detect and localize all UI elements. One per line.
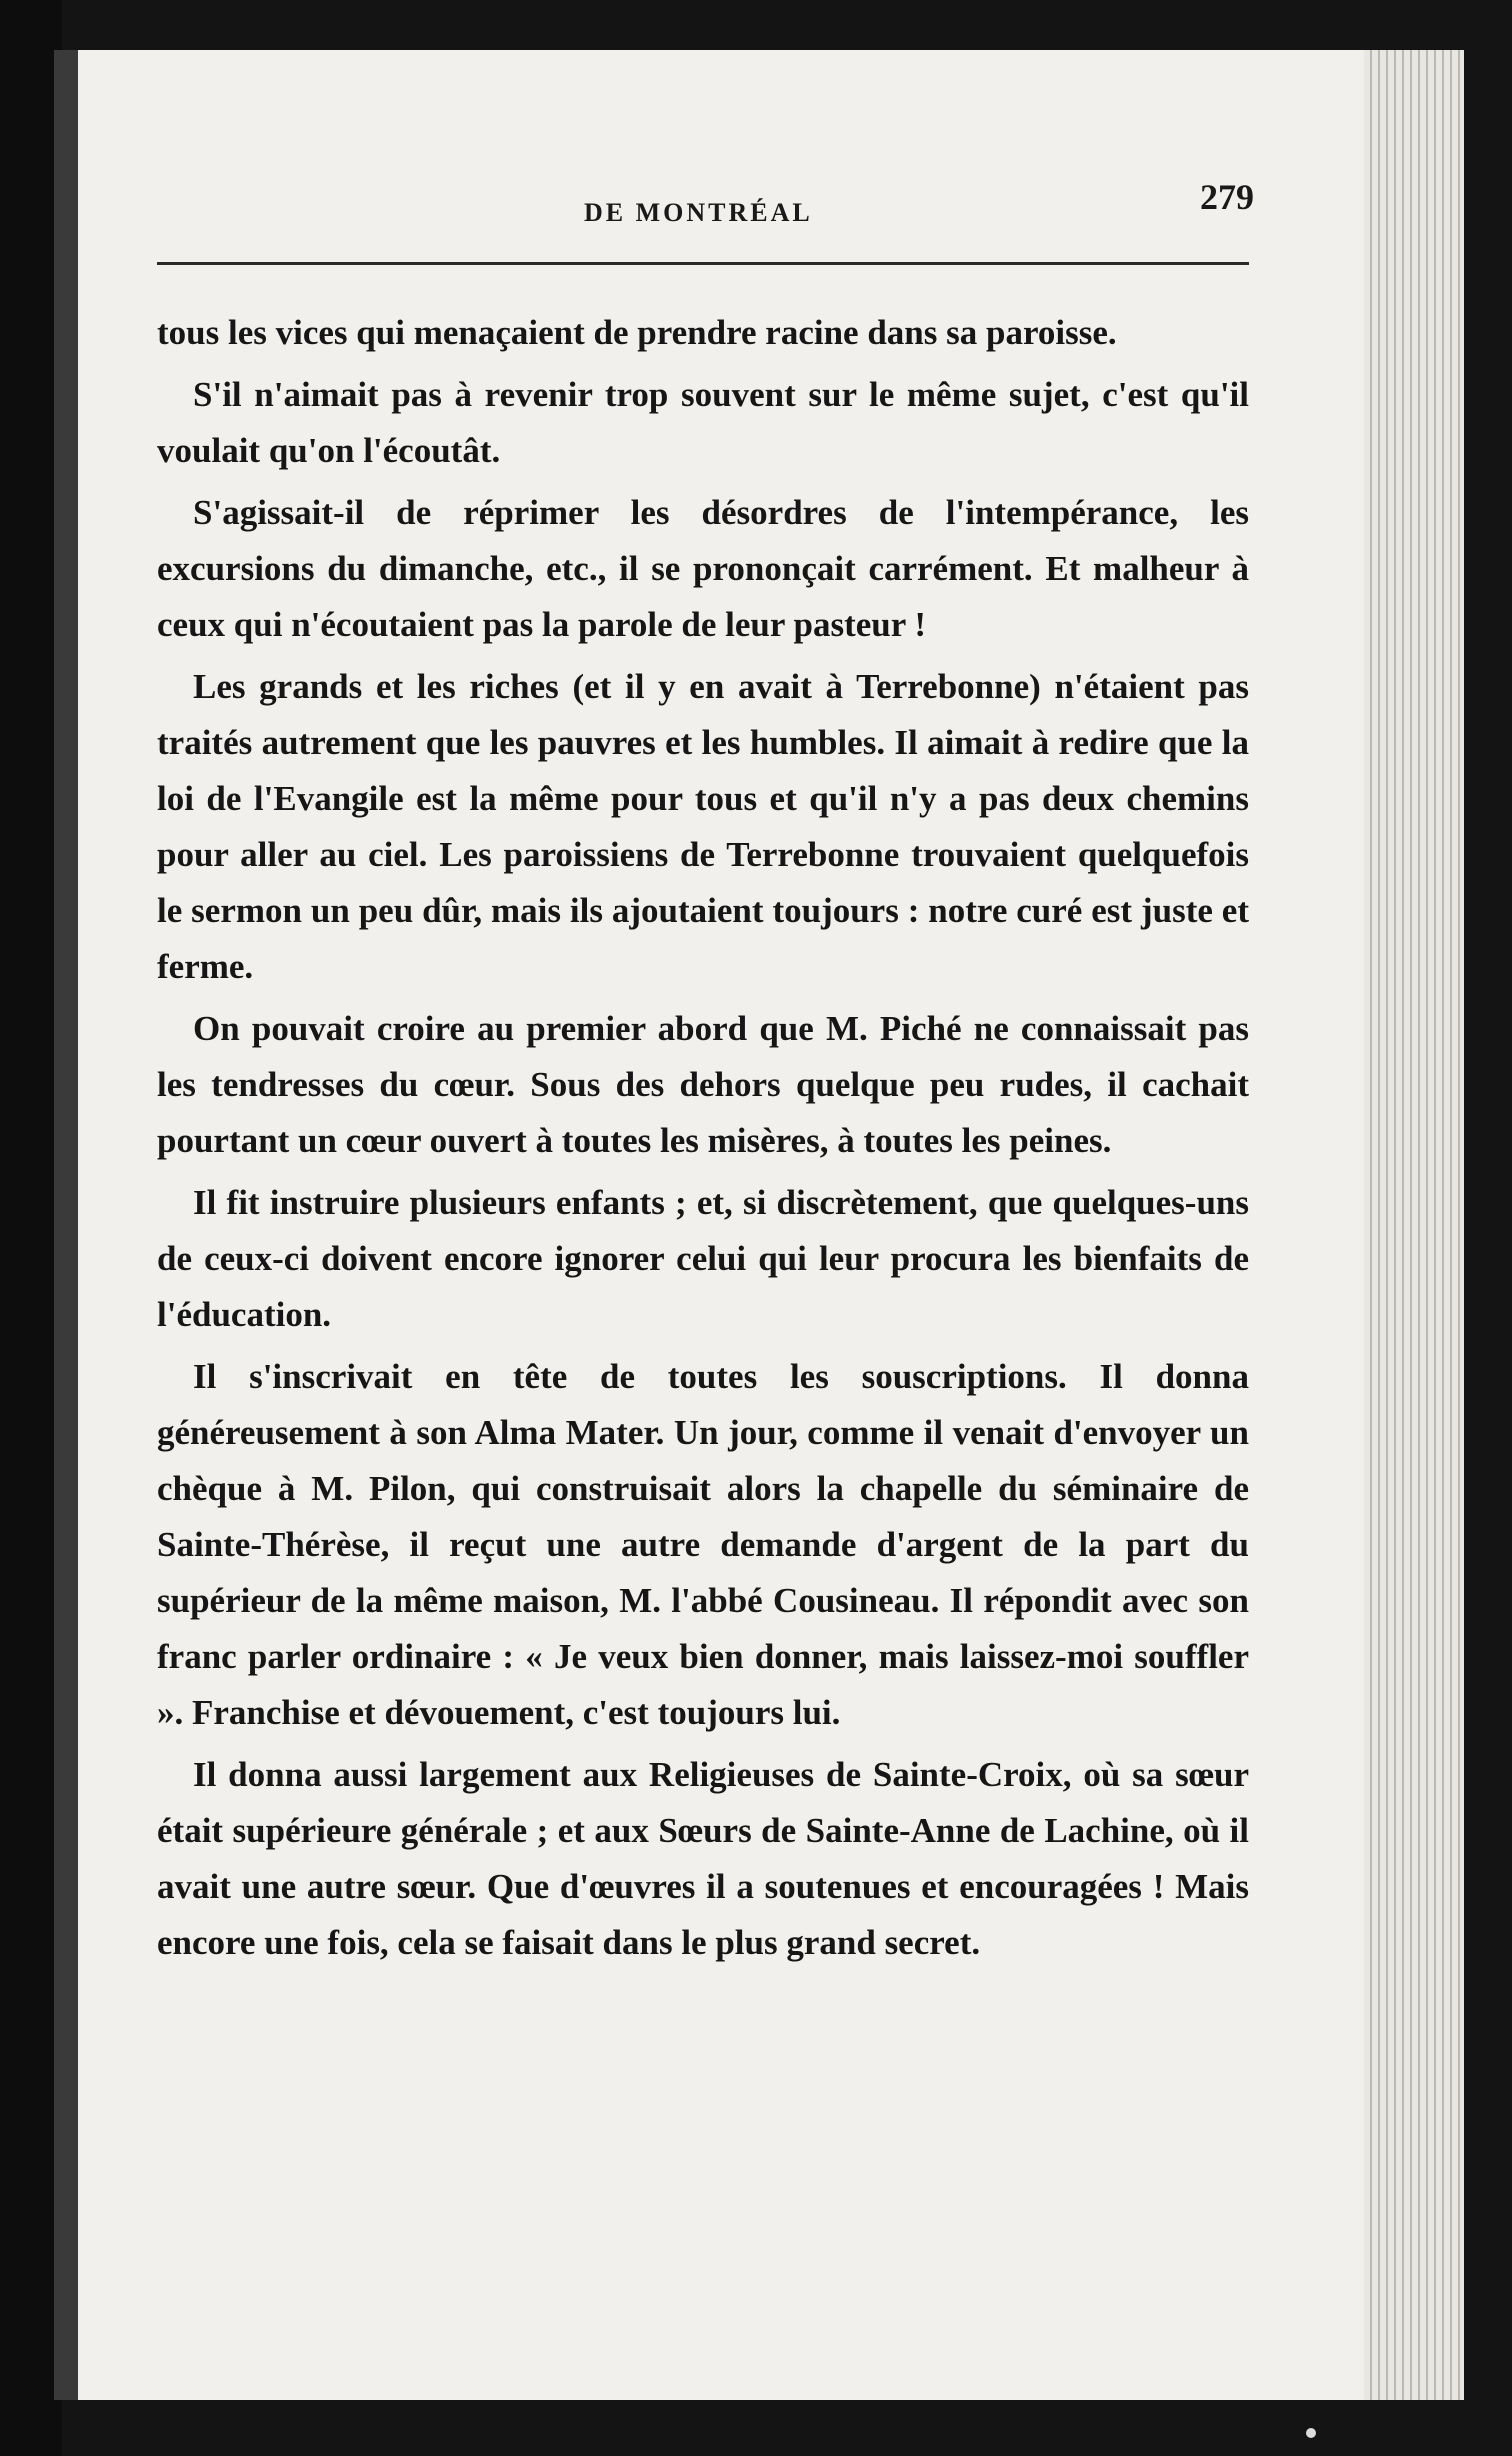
- paragraph: S'il n'aimait pas à revenir trop souvent sur le même sujet, c'est qu'il voulait qu'on l'écoutât.: [157, 375, 1249, 470]
- page-edges: [1364, 50, 1464, 2400]
- running-title: DE MONTRÉAL: [584, 198, 813, 227]
- scan-speck: [1306, 2428, 1316, 2438]
- paragraph: Il donna aussi largement aux Religieuses de Sainte-Croix, où sa sœur était supérieure générale ; et aux Sœurs de Sainte-Anne de Lachine, où il avait une autre sœur. Que d'œuvres il a soutenues et encouragées ! Mais encore une fois, cela se faisait dans le plus grand secret.: [157, 1755, 1249, 1962]
- page-number: 279: [1200, 177, 1254, 217]
- paragraph: Les grands et les riches (et il y en avait à Terrebonne) n'étaient pas traités autrement que les pauvres et les humbles. Il aimait à redire que la loi de l'Evangile est la même pour tous et qu'il n'y a pas deux chemins pour aller au ciel. Les paroissiens de Terrebonne trouvaient quelquefois le sermon un peu dûr, mais ils ajoutaient toujours : notre curé est juste et ferme.: [157, 667, 1249, 986]
- body-text: [157, 305, 1249, 1977]
- paragraph: Il s'inscrivait en tête de toutes les souscriptions. Il donna généreusement à son Alma Mater. Un jour, comme il venait d'envoyer un chèque à M. Pilon, qui construisait alors la chapelle du séminaire de Sainte-Thérèse, il reçut une autre demande d'argent de la part du supérieur de la même maison, M. l'abbé Cousineau. Il répondit avec son franc parler ordinaire : « Je veux bien donner, mais laissez-moi souffler ». Franchise et dévouement, c'est toujours lui.: [157, 1357, 1249, 1732]
- running-head: [154, 148, 1254, 228]
- paragraph: Il fit instruire plusieurs enfants ; et, si discrètement, que quelques-uns de ceux-ci doivent encore ignorer celui qui leur procura les bienfaits de l'éducation.: [157, 1183, 1249, 1334]
- scan-left-margin: [0, 0, 62, 2456]
- paragraph: S'agissait-il de réprimer les désordres de l'intempérance, les excursions du dimanche, etc., il se prononçait carrément. Et malheur à ceux qui n'écoutaient pas la parole de leur pasteur !: [157, 493, 1249, 644]
- gutter-shadow: [54, 50, 78, 2400]
- paragraph: tous les vices qui menaçaient de prendre racine dans sa paroisse.: [157, 313, 1117, 352]
- paragraph: On pouvait croire au premier abord que M. Piché ne connaissait pas les tendresses du cœur. Sous des dehors quelque peu rudes, il cachait pourtant un cœur ouvert à toutes les misères, à toutes les peines.: [157, 1009, 1249, 1160]
- book-page: [54, 50, 1464, 2400]
- header-rule: [157, 262, 1249, 265]
